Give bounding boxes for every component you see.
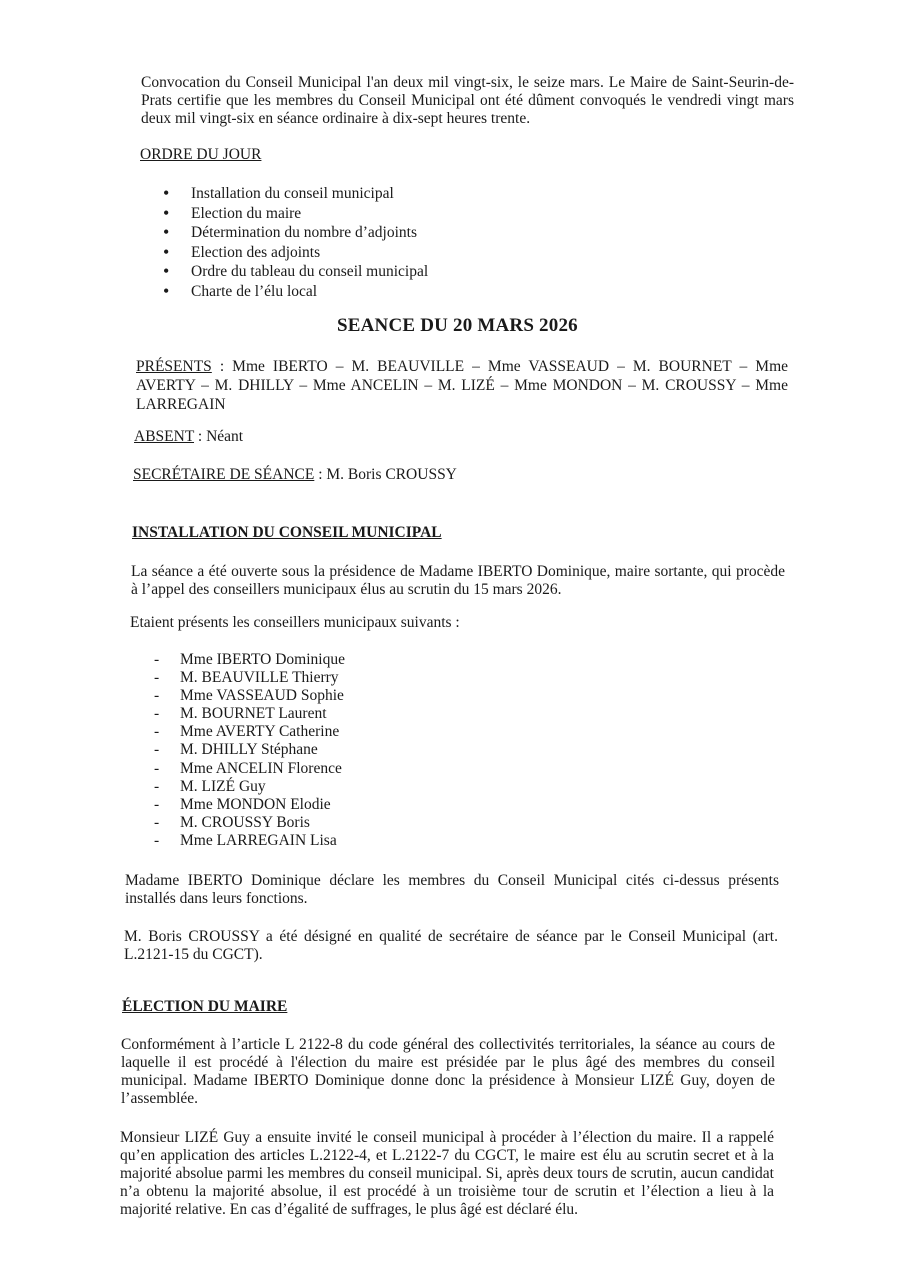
absent-value: : Néant: [194, 428, 244, 445]
councillor-item: - Mme AVERTY Catherine: [154, 723, 474, 741]
present-list: : Mme IBERTO – M. BEAUVILLE – Mme VASSEAUD – M. BOURNET – Mme AVERTY – M. DHILLY – Mme ANCELIN – M. LIZÉ – Mme MONDON – M. CROUSSY – Mme LARREGAIN: [136, 358, 788, 413]
absent-label: ABSENT: [134, 428, 195, 445]
agenda-item: • Installation du conseil municipal: [163, 185, 563, 205]
councillor-item: - Mme MONDON Elodie: [154, 796, 474, 814]
agenda-item: • Ordre du tableau du conseil municipal: [163, 263, 563, 283]
present-label: PRÉSENTS: [136, 358, 212, 375]
agenda-item: • Charte de l’élu local: [163, 283, 563, 303]
councillors-intro: Etaient présents les conseillers municipaux suivants :: [130, 614, 460, 631]
installation-opening: La séance a été ouverte sous la présidence de Madame IBERTO Dominique, maire sortante, qui procède à l’appel des conseillers municipaux élus au scrutin du 15 mars 2026.: [131, 563, 785, 598]
mayor-election-paragraph-2: Monsieur LIZÉ Guy a ensuite invité le conseil municipal à procéder à l’élection du maire. Il a rappelé qu’en application des articles L.2122-4, et L.2122-7 du CGCT, le maire est élu au scrutin secret et à la majorité absolue parmi les membres du conseil municipal. Si, après deux tours de scrutin, aucun candidat n’a obtenu la majorité absolue, il est procédé à un troisième tour de scrutin et l’élection a lieu à la majorité relative. En cas d’égalité de suffrages, le plus âgé est déclaré élu.: [120, 1129, 774, 1218]
councillor-item: - Mme ANCELIN Florence: [154, 760, 474, 778]
convocation-paragraph: Convocation du Conseil Municipal l'an deux mil vingt-six, le seize mars. Le Maire de Saint-Seurin-de-Prats certifie que les membres du Conseil Municipal ont été dûment convoqués le vendredi vingt mars deux mil vingt-six en séance ordinaire à dix-sept heures trente.: [141, 74, 794, 127]
councillor-item: - Mme IBERTO Dominique: [154, 651, 474, 669]
session-title: SEANCE DU 20 MARS 2026: [337, 315, 578, 336]
agenda-list: [163, 185, 563, 302]
councillor-item: - Mme LARREGAIN Lisa: [154, 832, 474, 850]
agenda-item: • Election du maire: [163, 205, 563, 225]
agenda-item: • Election des adjoints: [163, 244, 563, 264]
councillors-list: [154, 651, 474, 850]
secretary-label: SECRÉTAIRE DE SÉANCE: [133, 466, 315, 483]
councillor-item: - M. BEAUVILLE Thierry: [154, 669, 474, 687]
installation-declaration: Madame IBERTO Dominique déclare les membres du Conseil Municipal cités ci-dessus présents installés dans leurs fonctions.: [125, 872, 779, 907]
absent-line: [134, 428, 243, 446]
councillor-item: - Mme VASSEAUD Sophie: [154, 687, 474, 705]
secretary-designation: M. Boris CROUSSY a été désigné en qualité de secrétaire de séance par le Conseil Municipal (art. L.2121-15 du CGCT).: [124, 928, 778, 963]
councillor-item: - M. CROUSSY Boris: [154, 814, 474, 832]
present-paragraph: [136, 357, 788, 414]
secretary-value: : M. Boris CROUSSY: [314, 466, 457, 483]
mayor-election-heading: ÉLECTION DU MAIRE: [122, 998, 288, 1015]
secretary-line: [133, 466, 457, 484]
councillor-item: - M. LIZÉ Guy: [154, 778, 474, 796]
councillor-item: - M. DHILLY Stéphane: [154, 741, 474, 759]
mayor-election-paragraph-1: Conformément à l’article L 2122-8 du code général des collectivités territoriales, la séance au cours de laquelle il est procédé à l'élection du maire est présidée par le plus âgé des membres du conseil municipal. Madame IBERTO Dominique donne donc la présidence à Monsieur LIZÉ Guy, doyen de l’assemblée.: [121, 1036, 775, 1107]
installation-heading: INSTALLATION DU CONSEIL MUNICIPAL: [132, 524, 442, 541]
agenda-title: ORDRE DU JOUR: [140, 146, 262, 163]
councillor-item: - M. BOURNET Laurent: [154, 705, 474, 723]
agenda-item: • Détermination du nombre d’adjoints: [163, 224, 563, 244]
